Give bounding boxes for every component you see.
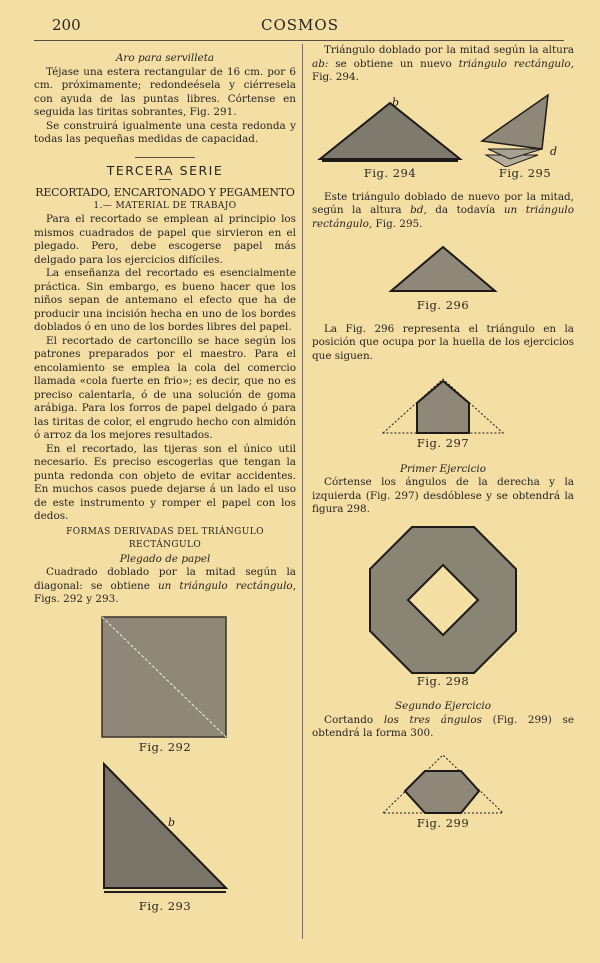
text: un triángulo rectángulo — [157, 579, 293, 592]
figure-297 — [381, 375, 505, 437]
hexagon-shape — [405, 771, 479, 813]
point-label: b — [168, 816, 176, 829]
text: un triángulo rectángulo, — [312, 204, 575, 230]
figure-294 — [316, 97, 466, 165]
text: Fig. 294. — [312, 71, 359, 83]
paragraph: Se construirá igualmente una cesta redonda y todas las pequeñas medidas de capacidad. — [34, 119, 296, 145]
figure-292 — [100, 615, 230, 741]
paragraph — [312, 44, 574, 85]
triangle-shape — [391, 247, 495, 291]
triangle-shape — [482, 95, 548, 149]
triangle-shape — [320, 103, 460, 159]
divider — [135, 157, 195, 158]
text: da todavía — [426, 204, 504, 216]
text: Cuadrado doblado por la mitad según la diagonal: se obtiene — [34, 566, 296, 592]
paragraph — [34, 566, 296, 607]
figure-298 — [368, 525, 518, 675]
series-title: TERCERA SERIE — [106, 162, 224, 178]
figure-caption-296: Fig. 296 — [416, 298, 470, 312]
figures-294-295 — [312, 97, 574, 183]
pentagon-shape — [417, 381, 469, 433]
paragraph: La Fig. 296 representa el triángulo en la posición que ocupa por la huella de los ejercicios que siguen. — [312, 322, 574, 362]
text: ab: — [312, 57, 329, 70]
figure-caption-293: Fig. 293 — [138, 899, 192, 913]
page-number: 200 — [52, 16, 81, 34]
figure-caption-297: Fig. 297 — [416, 436, 470, 450]
figure-296 — [387, 243, 499, 295]
figure-293 — [100, 760, 230, 900]
paragraph: Córtense los ángulos de la derecha y la izquierda (Fig. 297) desdóblese y se obtendrá la figura 298. — [312, 476, 574, 515]
running-head: COSMOS — [261, 16, 339, 34]
figure-caption-298: Fig. 298 — [416, 673, 470, 688]
text: Triángulo doblado por la mitad según la altura — [324, 44, 574, 56]
section-heading-aro: Aro para servilleta — [115, 52, 215, 64]
text: bd, — [410, 204, 427, 216]
forms-title: FORMAS DERIVADAS DEL TRIÁNGULO RECTÁNGULO — [66, 526, 264, 550]
column-rule — [302, 44, 303, 939]
triangle-shape — [104, 764, 226, 888]
exercise-title-2: Segundo Ejercicio — [395, 700, 491, 712]
figure-caption-295: Fig. 295 — [498, 165, 552, 180]
text: , Figs. 292 y 293. — [34, 579, 297, 605]
figure-caption-299: Fig. 299 — [416, 815, 470, 830]
section-title: RECORTADO, ENCARTONADO Y PEGAMENTO — [35, 186, 295, 199]
paragraph: Téjase una estera rectangular de 16 cm. por 6 cm. próximamente; redondeésela y ciérresela con ayuda de las puntas libres. Córtense en seguida las tiritas sobrantes, Fig. 291. — [34, 65, 296, 118]
exercise-title-1: Primer Ejercicio — [399, 462, 487, 475]
text: los tres ángulos — [383, 713, 482, 726]
text: triángulo rectángulo, — [458, 57, 574, 70]
text: Este triángulo doblado de nuevo por la mitad, según la altura — [312, 190, 574, 216]
point-label: d — [550, 144, 558, 158]
left-column — [34, 52, 296, 914]
text: (Fig. 299) se obtendrá la forma 300. — [312, 713, 574, 739]
figure-caption-292: Fig. 292 — [138, 739, 192, 754]
header-rule — [34, 40, 564, 41]
text: Cortando — [324, 713, 384, 726]
text: Fig. 295. — [372, 217, 423, 230]
plegado-title: Plegado de papel — [119, 552, 211, 565]
paragraph: En el recortado, las tijeras son el único util necesario. Es preciso escogerlas que tengan la punta redonda con objeto de evitar accidentes. En muchos casos puede dejarse á un lado el uso de este instrumento y romper el papel con los dedos. — [34, 442, 296, 522]
text: se obtiene un nuevo — [328, 57, 459, 70]
paragraph: La enseñanza del recortado es esencialmente práctica. Sin embargo, es bueno hacer que los niños sepan de antemano el efecto que ha de producir una incisión hecha en uno de los bordes doblados ó en uno de los bordes libres del papel. — [34, 267, 296, 333]
paragraph — [312, 714, 574, 741]
paragraph: El recortado de cartoncillo se hace según los patrones preparados por el maestro. Para el encolamiento se emplea la cola del comercio llamada «cola fuerte en frio»; es decir, que no es preciso calentarla, ó de una solución de goma arábiga. Para los forros de papel delgado ó para las tiritas de color, el engrudo hecho con almidón ó arroz da los mejores resultados. — [34, 334, 296, 441]
right-column — [312, 44, 574, 830]
figure-299 — [381, 753, 505, 817]
point-label: b — [392, 96, 400, 109]
paragraph: Para el recortado se emplean al principio los mismos cuadrados de papel que sirvieron en el plegado. Pero, debe escogerse papel más delgado para los ejercicios difíciles. — [34, 213, 296, 266]
divider — [159, 179, 171, 180]
subsection-title: 1.— MATERIAL DE TRABAJO — [93, 200, 237, 211]
figure-295 — [480, 93, 572, 167]
paragraph — [312, 191, 574, 232]
figure-caption-294: Fig. 294 — [363, 165, 417, 180]
